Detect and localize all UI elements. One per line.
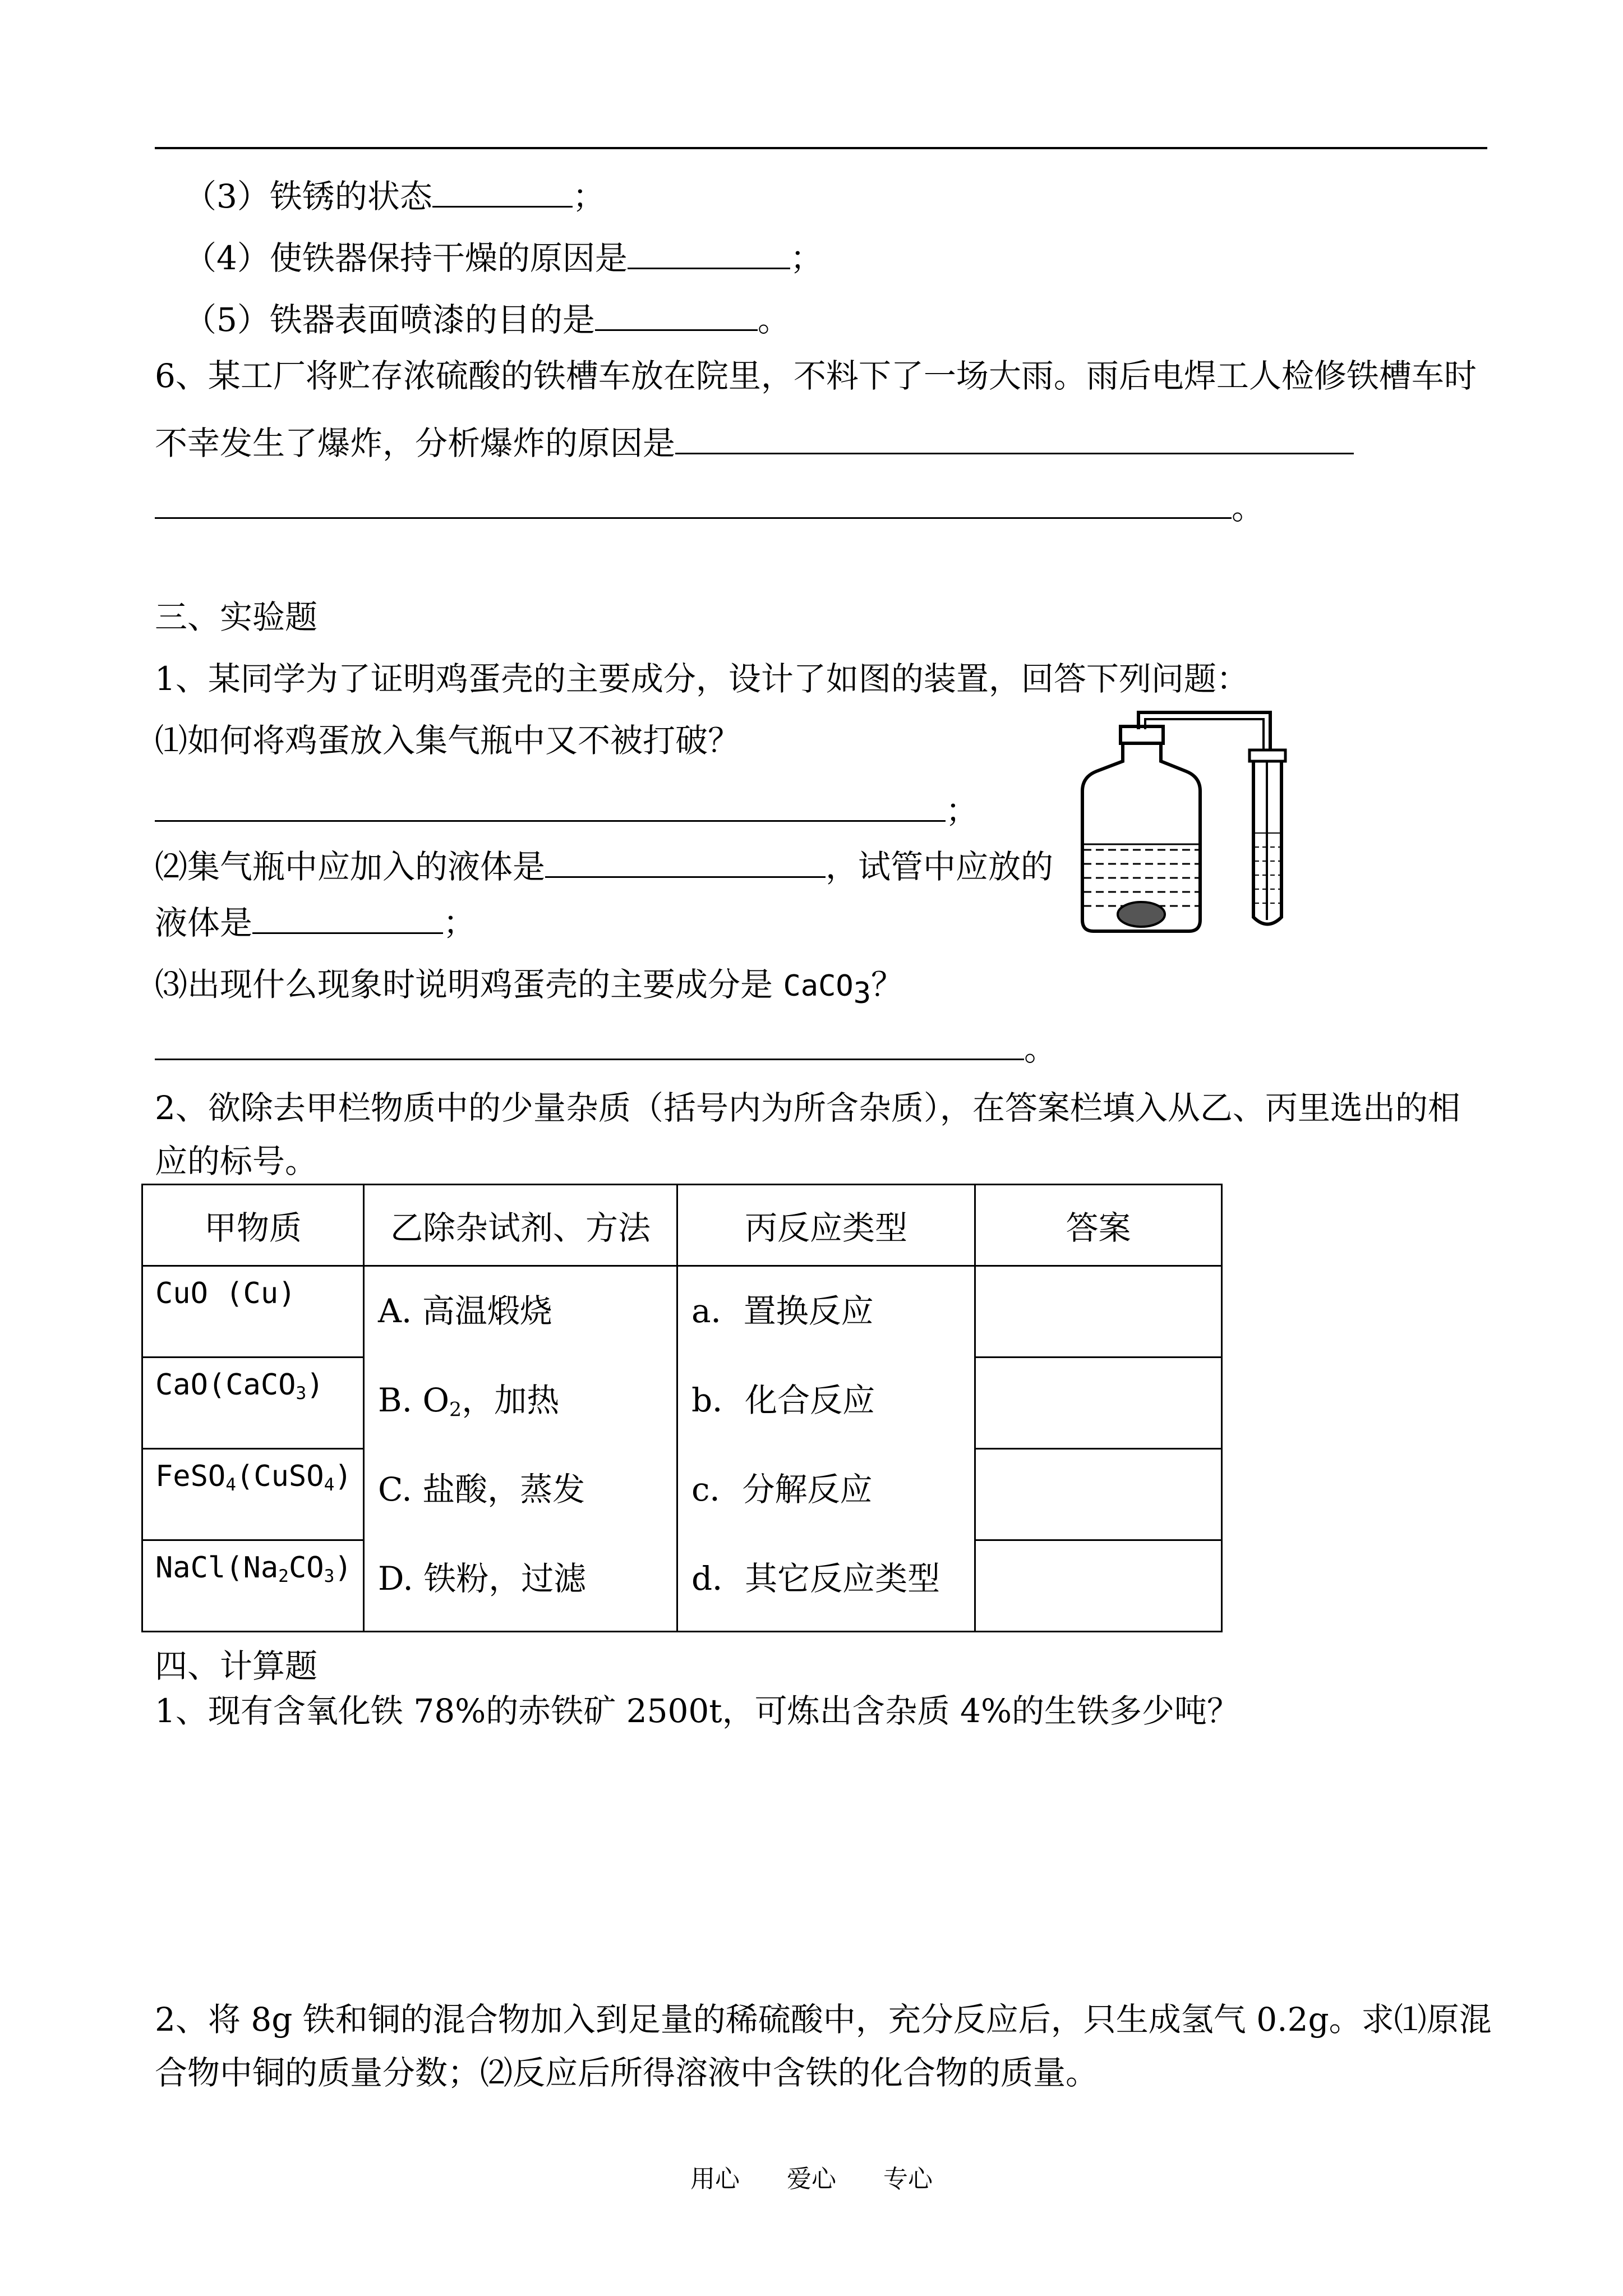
section-4-title: 四、计算题 xyxy=(155,1647,318,1685)
question-text: （5）铁器表面喷漆的目的是 xyxy=(184,301,595,339)
formula-subscript: 2 xyxy=(449,1398,462,1421)
test-tube-stopper xyxy=(1249,750,1285,761)
punctuation: 。 xyxy=(1232,489,1265,527)
calc-q2-line2: 合物中铜的质量分数；⑵反应后所得溶液中含铁的化合物的质量。 xyxy=(155,2054,1099,2092)
substance-cell xyxy=(142,1540,364,1632)
question-6-line1: 6、某工厂将贮存浓硫酸的铁槽车放在院里，不料下了一场大雨。雨后电焊工人检修铁槽车时 xyxy=(155,357,1477,395)
footer-text: 爱心 xyxy=(787,2165,836,2193)
substance-cell xyxy=(142,1266,364,1358)
formula-subscript: 3 xyxy=(853,977,871,1010)
answer-blank[interactable] xyxy=(432,171,573,208)
question-4 xyxy=(184,233,823,280)
punctuation: ； xyxy=(946,792,979,830)
reaction-type-option: c．分解反应 xyxy=(691,1470,873,1508)
experiment-q2-line1: 2、欲除去甲栏物质中的少量杂质（括号内为所含杂质），在答案栏填入从乙、丙里选出的相 xyxy=(155,1089,1460,1127)
answer-cell[interactable] xyxy=(975,1266,1222,1358)
question-6-line3 xyxy=(155,482,1264,530)
calc-q1: 1、现有含氧化铁 78%的赤铁矿 2500t，可炼出含杂质 4%的生铁多少吨？ xyxy=(155,1692,1240,1730)
answer-blank[interactable] xyxy=(155,785,946,822)
formula-subscript: 3 xyxy=(296,1383,307,1404)
reaction-type-option: b．化合反应 xyxy=(691,1381,875,1419)
experiment-q1-sub3-answer xyxy=(155,1024,1057,1071)
punctuation: ； xyxy=(790,239,823,277)
punctuation: 。 xyxy=(1024,1030,1057,1068)
answer-blank[interactable] xyxy=(155,1024,1024,1060)
substance-text: CO xyxy=(288,1551,324,1585)
formula-subscript: 4 xyxy=(324,1474,335,1495)
substance-text: CaO(CaCO xyxy=(155,1368,296,1402)
substance-text: ) xyxy=(334,1551,352,1585)
calc-q2-line1: 2、将 8g 铁和铜的混合物加入到足量的稀硫酸中，充分反应后，只生成氢气 0.2g。求⑴原混 xyxy=(155,2000,1492,2039)
substance-text: (CuSO xyxy=(236,1460,324,1493)
header-rule xyxy=(155,147,1487,149)
experiment-q2-line2: 应的标号。 xyxy=(155,1142,318,1180)
reaction-type-column xyxy=(677,1266,975,1632)
answer-blank[interactable] xyxy=(628,233,790,269)
method-option: D. 铁粉，过滤 xyxy=(378,1559,587,1598)
question-text: ⑵集气瓶中应加入的液体是 xyxy=(155,848,546,886)
section-3-title: 三、实验题 xyxy=(155,598,318,636)
table-header: 甲物质 xyxy=(142,1185,364,1266)
experiment-q1-sub3 xyxy=(155,962,903,1016)
substance-cell xyxy=(142,1358,364,1449)
bottle-liquid xyxy=(1083,844,1199,906)
answer-blank[interactable] xyxy=(155,482,1232,519)
bottle-stopper xyxy=(1121,726,1163,743)
punctuation: ？ xyxy=(871,965,904,1004)
method-option xyxy=(365,1356,676,1445)
answer-cell[interactable] xyxy=(975,1358,1222,1449)
punctuation: ； xyxy=(572,177,605,215)
method-option: A. 高温煅烧 xyxy=(378,1292,552,1330)
reaction-type-option: d．其它反应类型 xyxy=(691,1559,940,1598)
punctuation: ； xyxy=(443,904,476,942)
experiment-q1-sub2 xyxy=(155,841,1053,889)
method-text: B. O xyxy=(378,1381,450,1419)
punctuation: 。 xyxy=(757,301,790,339)
egg-icon xyxy=(1118,902,1165,927)
answer-blank[interactable] xyxy=(545,841,826,878)
substance-text: ) xyxy=(306,1368,324,1402)
answer-blank[interactable] xyxy=(675,418,1354,454)
question-text: ，试管中应放的 xyxy=(826,848,1054,886)
table-row xyxy=(142,1266,1222,1358)
experiment-q1-sub2-cont xyxy=(155,898,476,945)
substance-cell xyxy=(142,1449,364,1540)
question-5 xyxy=(184,295,790,342)
substance-text: ) xyxy=(334,1460,352,1493)
page-footer xyxy=(0,2159,1623,2194)
formula-subscript: 2 xyxy=(278,1566,289,1586)
formula-subscript: 3 xyxy=(324,1566,335,1586)
question-3 xyxy=(184,171,605,219)
table-header: 丙反应类型 xyxy=(677,1185,975,1266)
question-text: ⑶出现什么现象时说明鸡蛋壳的主要成分是 xyxy=(155,965,783,1004)
substance-text: NaCl(Na xyxy=(155,1551,279,1585)
answer-cell[interactable] xyxy=(975,1540,1222,1632)
table-header: 乙除杂试剂、方法 xyxy=(364,1185,677,1266)
reaction-type-option: a．置换反应 xyxy=(691,1292,874,1330)
experiment-q1-sub1: ⑴如何将鸡蛋放入集气瓶中又不被打破？ xyxy=(155,721,741,760)
impurity-table xyxy=(141,1184,1223,1632)
substance-text: FeSO xyxy=(155,1460,226,1493)
experiment-q1-sub1-answer xyxy=(155,785,978,833)
question-text: 不幸发生了爆炸，分析爆炸的原因是 xyxy=(155,424,676,462)
experiment-q1-stem: 1、某同学为了证明鸡蛋壳的主要成分，设计了如图的装置，回答下列问题： xyxy=(155,660,1249,698)
table-header: 答案 xyxy=(975,1185,1222,1266)
apparatus-diagram xyxy=(1071,710,1290,934)
table-header-row xyxy=(142,1185,1222,1266)
substance-text: CuO (Cu) xyxy=(155,1277,296,1310)
question-text: 液体是 xyxy=(155,904,253,942)
question-text: （4）使铁器保持干燥的原因是 xyxy=(184,239,628,277)
question-text: （3）铁锈的状态 xyxy=(184,177,432,215)
answer-blank[interactable] xyxy=(595,295,758,331)
answer-cell[interactable] xyxy=(975,1449,1222,1540)
formula-subscript: 4 xyxy=(225,1474,237,1495)
method-column xyxy=(364,1266,677,1632)
question-6-line2 xyxy=(155,418,1354,466)
method-option: C. 盐酸，蒸发 xyxy=(378,1470,585,1508)
answer-blank[interactable] xyxy=(252,898,443,934)
footer-text: 用心 xyxy=(690,2165,740,2193)
formula: CaCO xyxy=(783,969,854,1003)
footer-text: 专心 xyxy=(883,2165,933,2193)
method-text: ，加热 xyxy=(462,1381,560,1419)
